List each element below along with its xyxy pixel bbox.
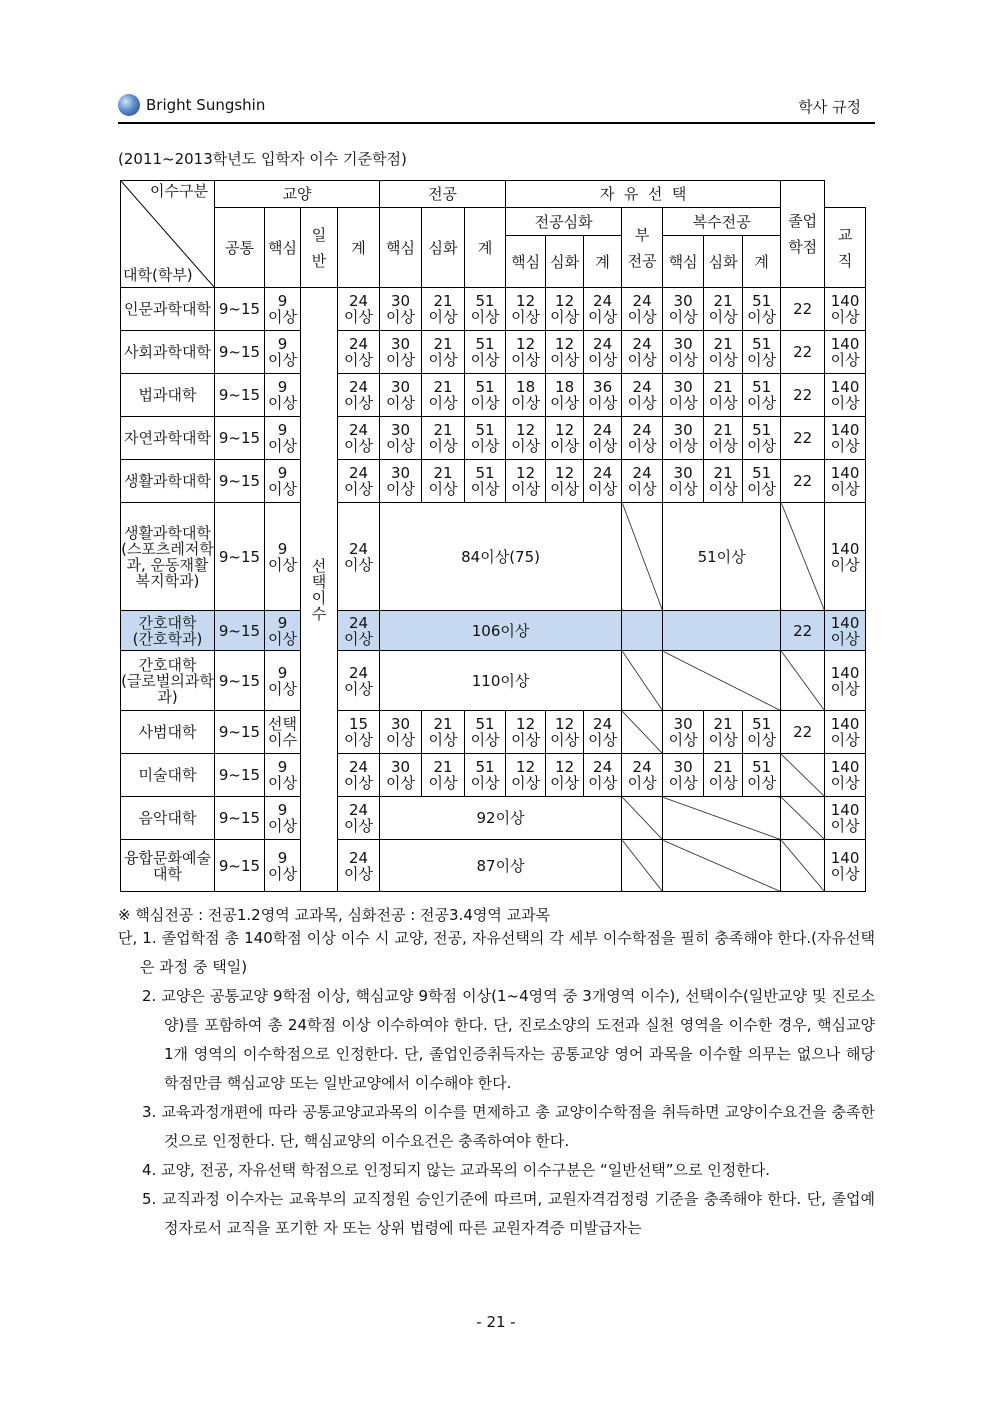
slash-bujeongong bbox=[622, 797, 663, 840]
table-cell: 21 이상 bbox=[704, 460, 743, 503]
cell-grad: 140 이상 bbox=[825, 651, 866, 711]
cell-haeksim: 9 이상 bbox=[265, 288, 301, 331]
slash-gyojik bbox=[781, 651, 825, 711]
slash-gyojik bbox=[781, 754, 825, 797]
cell-major-total: 106이상 bbox=[380, 611, 622, 651]
header-simhwa-haeksim: 핵심 bbox=[506, 236, 546, 288]
table-cell: 51 이상 bbox=[743, 460, 781, 503]
corner-top-label: 이수구분 bbox=[150, 182, 208, 200]
cell-gongtong: 9~15 bbox=[215, 288, 265, 331]
header-jeongong: 전공 bbox=[380, 181, 506, 208]
slash-boksu bbox=[663, 840, 781, 892]
table-row bbox=[121, 288, 866, 331]
table-cell: 24 이상 bbox=[622, 288, 663, 331]
college-name: 자연과학대학 bbox=[121, 417, 215, 460]
header-boksu: 복수전공 bbox=[663, 208, 781, 236]
header-major-haeksim: 핵심 bbox=[380, 208, 422, 288]
college-name: 미술대학 bbox=[121, 754, 215, 797]
cell-major-total: 84이상(75) bbox=[380, 503, 622, 611]
cell-gongtong: 9~15 bbox=[215, 611, 265, 651]
college-name: 간호대학 (간호학과) bbox=[121, 611, 215, 651]
table-cell: 12 이상 bbox=[546, 288, 584, 331]
page-number: - 21 - bbox=[476, 1313, 516, 1331]
table-cell: 18 이상 bbox=[546, 374, 584, 417]
cell-haeksim: 선택 이수 bbox=[265, 711, 301, 754]
table-cell: 51 이상 bbox=[743, 417, 781, 460]
table-cell: 140 이상 bbox=[825, 711, 866, 754]
brand-name: Bright Sungshin bbox=[146, 96, 266, 114]
page-header bbox=[118, 90, 875, 124]
table-cell: 21 이상 bbox=[704, 417, 743, 460]
table-cell: 12 이상 bbox=[506, 331, 546, 374]
table-cell: 51 이상 bbox=[743, 331, 781, 374]
cell-haeksim: 9 이상 bbox=[265, 651, 301, 711]
table-cell: 24 이상 bbox=[338, 417, 380, 460]
cell-gye: 24 이상 bbox=[338, 651, 380, 711]
cell-haeksim: 9 이상 bbox=[265, 797, 301, 840]
table-cell: 12 이상 bbox=[546, 460, 584, 503]
cell-gongtong: 9~15 bbox=[215, 651, 265, 711]
note-1: 단, 1. 졸업학점 총 140학점 이상 이수 시 교양, 전공, 자유선택의 각 세부 이수학점을 필히 충족해야 한다.(자유선택은 과정 중 택일) bbox=[118, 929, 875, 976]
cell-haeksim: 9 이상 bbox=[265, 417, 301, 460]
header-jayu-seontaek: 자 유 선 택 bbox=[506, 181, 781, 208]
cell-haeksim: 9 이상 bbox=[265, 611, 301, 651]
table-cell: 12 이상 bbox=[546, 711, 584, 754]
table-cell: 21 이상 bbox=[704, 711, 743, 754]
table-cell: 140 이상 bbox=[825, 417, 866, 460]
table-cell: 30 이상 bbox=[663, 417, 704, 460]
cell-gyojik: 22 bbox=[781, 611, 825, 651]
note-4: 4. 교양, 전공, 자유선택 학점으로 인정되지 않는 교과목의 이수구분은 “일반선택”으로 인정한다. bbox=[142, 1161, 770, 1179]
table-row bbox=[121, 754, 866, 797]
slash-bujeongong bbox=[622, 503, 663, 611]
slash-gyojik bbox=[781, 503, 825, 611]
table-cell: 22 bbox=[781, 417, 825, 460]
table-cell: 21 이상 bbox=[422, 374, 465, 417]
cell-gongtong: 9~15 bbox=[215, 460, 265, 503]
table-cell: 30 이상 bbox=[380, 417, 422, 460]
table-cell: 24 이상 bbox=[584, 460, 622, 503]
table-cell: 140 이상 bbox=[825, 460, 866, 503]
table-cell: 24 이상 bbox=[584, 754, 622, 797]
table-cell: 12 이상 bbox=[506, 417, 546, 460]
notes-section bbox=[118, 906, 875, 1243]
cell-grad: 140 이상 bbox=[825, 797, 866, 840]
college-name: 간호대학 (글로벌의과학과) bbox=[121, 651, 215, 711]
table-cell: 24 이상 bbox=[584, 417, 622, 460]
credit-requirements-table bbox=[120, 180, 866, 892]
table-cell: 30 이상 bbox=[380, 754, 422, 797]
slash-bujeongong bbox=[622, 711, 663, 754]
university-logo-icon bbox=[118, 94, 140, 116]
table-cell: 21 이상 bbox=[422, 288, 465, 331]
note-5: 5. 교직과정 이수자는 교육부의 교직정원 승인기준에 따르며, 교원자격검정령 기준을 충족해야 한다. 단, 졸업예정자로서 교직을 포기한 자 또는 상위 법령에 따른 교원자격증 미발급자는 bbox=[142, 1190, 875, 1237]
header-simhwa-simhwa: 심화 bbox=[546, 236, 584, 288]
table-row bbox=[121, 417, 866, 460]
header-major-gye: 계 bbox=[465, 208, 506, 288]
college-name: 융합문화예술대학 bbox=[121, 840, 215, 892]
header-gongtong: 공통 bbox=[215, 208, 265, 288]
table-row bbox=[121, 331, 866, 374]
college-name: 사범대학 bbox=[121, 711, 215, 754]
slash-gyojik bbox=[781, 840, 825, 892]
table-cell: 51 이상 bbox=[465, 754, 506, 797]
cell-grad: 140 이상 bbox=[825, 840, 866, 892]
table-row bbox=[121, 460, 866, 503]
header-major-simhwa: 심화 bbox=[422, 208, 465, 288]
table-cell: 21 이상 bbox=[422, 711, 465, 754]
cell-gongtong: 9~15 bbox=[215, 711, 265, 754]
slash-bujeongong bbox=[622, 651, 663, 711]
cell-gye: 24 이상 bbox=[338, 797, 380, 840]
cell-major-total: 92이상 bbox=[380, 797, 622, 840]
cell-gongtong: 9~15 bbox=[215, 374, 265, 417]
table-cell: 30 이상 bbox=[663, 331, 704, 374]
table-cell: 24 이상 bbox=[622, 331, 663, 374]
table-row bbox=[121, 503, 866, 611]
cell-gongtong: 9~15 bbox=[215, 503, 265, 611]
table-row bbox=[121, 611, 866, 651]
table-cell: 30 이상 bbox=[663, 288, 704, 331]
header-simhwa: 전공심화 bbox=[506, 208, 622, 236]
header-gye: 계 bbox=[338, 208, 380, 288]
table-cell: 51 이상 bbox=[743, 374, 781, 417]
table-cell: 51 이상 bbox=[743, 711, 781, 754]
table-cell: 51 이상 bbox=[465, 331, 506, 374]
table-cell: 51 이상 bbox=[743, 288, 781, 331]
cell-haeksim: 9 이상 bbox=[265, 460, 301, 503]
table-cell: 22 bbox=[781, 374, 825, 417]
college-name: 인문과학대학 bbox=[121, 288, 215, 331]
cell-ilban-seontaek-isu: 선 택 이 수 bbox=[301, 288, 338, 892]
slash-bujeongong bbox=[622, 840, 663, 892]
table-cell: 30 이상 bbox=[380, 374, 422, 417]
table-cell: 51 이상 bbox=[743, 754, 781, 797]
table-cell: 24 이상 bbox=[622, 374, 663, 417]
table-cell: 22 bbox=[781, 288, 825, 331]
slash-gyojik bbox=[781, 797, 825, 840]
slash-boksu bbox=[663, 611, 781, 651]
table-cell: 24 이상 bbox=[622, 417, 663, 460]
corner-header-cell bbox=[121, 181, 215, 288]
table-row bbox=[121, 840, 866, 892]
table-row bbox=[121, 797, 866, 840]
table-cell: 51 이상 bbox=[465, 711, 506, 754]
table-cell: 12 이상 bbox=[506, 754, 546, 797]
cell-gye: 24 이상 bbox=[338, 840, 380, 892]
header-grad-credits: 졸업 학점 bbox=[781, 181, 825, 288]
table-cell: 24 이상 bbox=[338, 331, 380, 374]
cell-gye: 24 이상 bbox=[338, 611, 380, 651]
table-cell: 36 이상 bbox=[584, 374, 622, 417]
table-cell: 30 이상 bbox=[663, 711, 704, 754]
cell-grad: 140 이상 bbox=[825, 754, 866, 797]
cell-gongtong: 9~15 bbox=[215, 797, 265, 840]
header-ilban: 일 반 bbox=[301, 208, 338, 288]
table-cell: 12 이상 bbox=[546, 417, 584, 460]
header-gyojik: 교 직 bbox=[825, 208, 866, 288]
college-name: 법과대학 bbox=[121, 374, 215, 417]
cell-gongtong: 9~15 bbox=[215, 331, 265, 374]
table-cell: 24 이상 bbox=[338, 754, 380, 797]
college-name: 사회과학대학 bbox=[121, 331, 215, 374]
cell-haeksim: 9 이상 bbox=[265, 374, 301, 417]
table-cell: 24 이상 bbox=[584, 711, 622, 754]
slash-boksu bbox=[663, 797, 781, 840]
college-name: 음악대학 bbox=[121, 797, 215, 840]
header-gyoyang: 교양 bbox=[215, 181, 380, 208]
table-cell: 140 이상 bbox=[825, 374, 866, 417]
table-cell: 21 이상 bbox=[704, 754, 743, 797]
table-row bbox=[121, 374, 866, 417]
table-cell: 51 이상 bbox=[465, 417, 506, 460]
table-cell: 21 이상 bbox=[704, 288, 743, 331]
table-cell: 30 이상 bbox=[663, 754, 704, 797]
cell-gongtong: 9~15 bbox=[215, 840, 265, 892]
cell-grad: 140 이상 bbox=[825, 611, 866, 651]
corner-bottom-label: 대학(학부) bbox=[123, 266, 193, 284]
table-cell: 21 이상 bbox=[704, 331, 743, 374]
table-cell: 140 이상 bbox=[825, 331, 866, 374]
table-cell: 24 이상 bbox=[584, 288, 622, 331]
table-cell: 51 이상 bbox=[465, 374, 506, 417]
table-cell: 21 이상 bbox=[422, 417, 465, 460]
table-cell: 21 이상 bbox=[704, 374, 743, 417]
table-cell: 12 이상 bbox=[546, 331, 584, 374]
header-haeksim: 핵심 bbox=[265, 208, 301, 288]
table-cell: 24 이상 bbox=[622, 460, 663, 503]
table-cell: 140 이상 bbox=[825, 288, 866, 331]
table-cell: 22 bbox=[781, 460, 825, 503]
cell-grad: 140 이상 bbox=[825, 503, 866, 611]
table-cell: 21 이상 bbox=[422, 754, 465, 797]
table-cell: 12 이상 bbox=[506, 288, 546, 331]
slash-bujeongong bbox=[622, 611, 663, 651]
table-cell: 24 이상 bbox=[622, 754, 663, 797]
table-cell: 22 bbox=[781, 331, 825, 374]
cell-boksu-total: 51이상 bbox=[663, 503, 781, 611]
header-boksu-simhwa: 심화 bbox=[704, 236, 743, 288]
header-bujeongong: 부 전공 bbox=[622, 208, 663, 288]
table-caption: (2011~2013학년도 입학자 이수 기준학점) bbox=[118, 150, 407, 168]
section-title: 학사 규정 bbox=[798, 98, 861, 116]
table-cell: 21 이상 bbox=[422, 331, 465, 374]
table-row bbox=[121, 711, 866, 754]
table-cell: 24 이상 bbox=[584, 331, 622, 374]
table-row bbox=[121, 651, 866, 711]
college-name: 생활과학대학(스포츠레저학과, 운동재활복지학과) bbox=[121, 503, 215, 611]
note-2: 2. 교양은 공통교양 9학점 이상, 핵심교양 9학점 이상(1~4영역 중 3개영역 이수), 선택이수(일반교양 및 진로소양)를 포함하여 총 24학점 이상 이수하여야 한다. 단, 진로소양의 도전과 실천 영역을 이수한 경우, 핵심교양 1개 영역의 이수학점으로 인정한다. 단, 졸업인증취득자는 공통교양 영어 과목을 이수할 의무는 없으나 해당 학점만큼 핵심교양 또는 일반교양에서 이수해야 한다. bbox=[142, 987, 875, 1092]
table-cell: 30 이상 bbox=[380, 711, 422, 754]
note-3: 3. 교육과정개편에 따라 공통교양교과목의 이수를 면제하고 총 교양이수학점을 취득하면 교양이수요건을 충족한 것으로 인정한다. 단, 핵심교양의 이수요건은 충족하여야 한다. bbox=[142, 1103, 875, 1150]
cell-haeksim: 9 이상 bbox=[265, 503, 301, 611]
cell-gye: 24 이상 bbox=[338, 503, 380, 611]
cell-haeksim: 9 이상 bbox=[265, 754, 301, 797]
slash-boksu bbox=[663, 651, 781, 711]
note-definition: ※ 핵심전공 : 전공1.2영역 교과목, 심화전공 : 전공3.4영역 교과목 bbox=[118, 906, 551, 924]
table-cell: 18 이상 bbox=[506, 374, 546, 417]
table-cell: 30 이상 bbox=[380, 288, 422, 331]
cell-gongtong: 9~15 bbox=[215, 417, 265, 460]
header-boksu-haeksim: 핵심 bbox=[663, 236, 704, 288]
table-cell: 51 이상 bbox=[465, 460, 506, 503]
table-cell: 21 이상 bbox=[422, 460, 465, 503]
table-cell: 24 이상 bbox=[338, 460, 380, 503]
table-cell: 15 이상 bbox=[338, 711, 380, 754]
table-cell: 22 bbox=[781, 711, 825, 754]
table-cell: 30 이상 bbox=[663, 374, 704, 417]
table-cell: 51 이상 bbox=[465, 288, 506, 331]
table-cell: 30 이상 bbox=[663, 460, 704, 503]
table-cell: 30 이상 bbox=[380, 331, 422, 374]
table-cell: 12 이상 bbox=[506, 460, 546, 503]
cell-major-total: 87이상 bbox=[380, 840, 622, 892]
college-name: 생활과학대학 bbox=[121, 460, 215, 503]
cell-haeksim: 9 이상 bbox=[265, 840, 301, 892]
cell-gongtong: 9~15 bbox=[215, 754, 265, 797]
table-cell: 24 이상 bbox=[338, 374, 380, 417]
header-boksu-gye: 계 bbox=[743, 236, 781, 288]
cell-major-total: 110이상 bbox=[380, 651, 622, 711]
table-cell: 12 이상 bbox=[506, 711, 546, 754]
table-cell: 24 이상 bbox=[338, 288, 380, 331]
table-cell: 30 이상 bbox=[380, 460, 422, 503]
cell-haeksim: 9 이상 bbox=[265, 331, 301, 374]
table-cell: 12 이상 bbox=[546, 754, 584, 797]
header-simhwa-gye: 계 bbox=[584, 236, 622, 288]
